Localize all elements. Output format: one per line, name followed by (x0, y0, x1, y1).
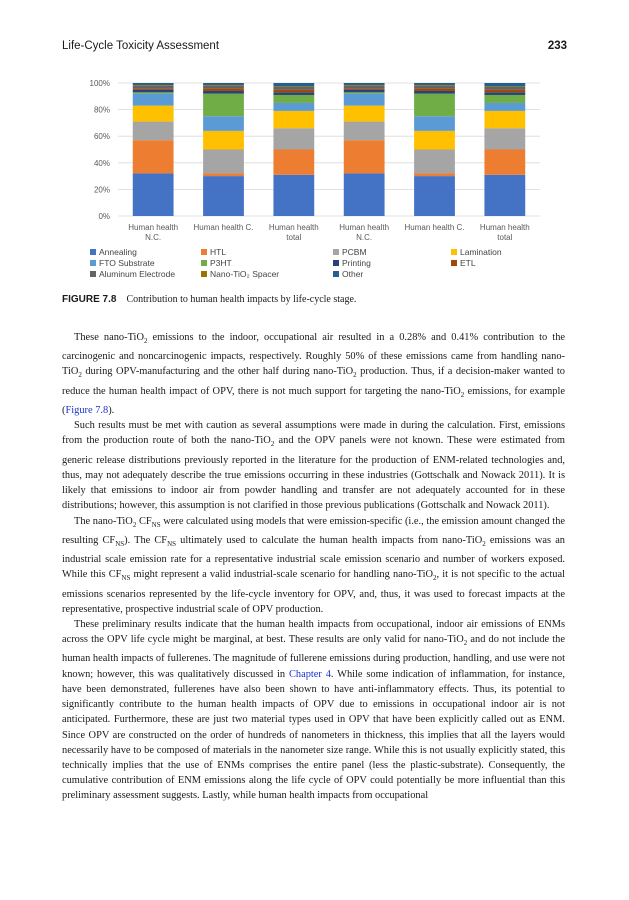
legend-item (333, 258, 371, 269)
bar-segment-fto-substrate (344, 94, 385, 106)
body-text (62, 330, 565, 804)
bar-segment-nano-tio2-spacer (414, 85, 455, 86)
subscript: 2 (482, 539, 486, 548)
y-tick-label: 40% (93, 158, 110, 168)
subscript: 2 (270, 440, 275, 449)
subscript: NS (121, 574, 131, 583)
running-title: Life-Cycle Toxicity Assessment (62, 40, 220, 52)
bar-segment-etl (133, 88, 174, 89)
bar-segment-annealing (344, 173, 385, 216)
bar-segment-lamination (203, 131, 244, 150)
paragraph: Such results must be met with caution as several assumptions were made in during the calculation. First, emissions from the production route of both the nano-TiO$_2$ and the OPV panels were not known. These were estimated from generic release distributions previously reported in the literature for the production of ENM-related technologies and, thus, may not adequately describe the true emissions occurring in these industries (Gottschalk and Nowack 2011). It is likely that emissions to indoor air from powder handling and transfer are not adequately accounted for in these distributions; however, this assumption is not clarified in those previous publications (Gottschalk and Nowack 2011). (62, 420, 565, 512)
y-tick-label: 60% (93, 132, 110, 142)
bar-segment-etl (484, 90, 525, 93)
bar-segment-lamination (133, 106, 174, 122)
bar-segment-aluminum-electrode (344, 86, 385, 89)
subscript: 2 (353, 371, 357, 380)
legend-label: Printing (342, 258, 371, 268)
bar-segment-p3ht (344, 92, 385, 93)
subscript: 2 (463, 639, 468, 648)
y-tick-label: 20% (93, 185, 110, 195)
legend-swatch (90, 260, 96, 266)
subscript: 2 (78, 371, 82, 380)
legend-swatch (333, 271, 339, 277)
cross-reference-link[interactable]: Chapter 4 (288, 668, 331, 680)
legend-label: PCBM (342, 247, 367, 257)
paragraph: The nano-TiO$_2$ $CF_{NS}$ were calculated using models that were emission-specific (i.e., the emission amount changed the resulting $CF_{NS}$). The $CF_{NS}$ ultimately used to calculate the human health impacts from nano-TiO$_2$ emissions was an industrial scale emission rate for a representative industrial scale emission scenario and number of workers exposed. While this $CF_{NS}$ might represent a valid industrial-scale scenario for handling nano-TiO$_2$, it is not specific to the actual emissions scenarios represented by the life-cycle inventory for OPV, and, thus, it was used to forecast impacts at the representative, prospective industrial scale of OPV production. (62, 515, 565, 615)
bar-segment-printing (344, 90, 385, 93)
bar-segment-aluminum-electrode (273, 87, 314, 90)
legend-swatch (90, 271, 96, 277)
paragraph: These nano-TiO$_2$ emissions to the indoor, occupational air resulted in a 0.28% and 0.41% contribution to the carcinogenic and noncarcinogenic impacts, respectively. Roughly 50% of these emissions came from handling nano-TiO$_2$ during OPV-manufacturing and the other half during nano-TiO$_2$ production. Thus, if a decision-maker wanted to reduce the human health impact of OPV, there is not much support for targeting the nano-TiO$_2$ emissions, for example (Figure 7.8). (62, 332, 566, 417)
bar-segment-printing (484, 92, 525, 95)
figure-caption (62, 294, 356, 305)
bar-segment-pcbm (414, 150, 455, 174)
x-tick-label: Human health C. (193, 223, 254, 232)
legend-swatch (201, 249, 207, 255)
bar-segment-annealing (133, 173, 174, 216)
bar-segment-nano-tio2-spacer (344, 85, 385, 86)
bar-segment-p3ht (484, 95, 525, 103)
bar-segment-lamination (414, 131, 455, 150)
bar-segment-other (203, 83, 244, 85)
bar-segment-etl (344, 88, 385, 89)
bar-segment-other (484, 83, 525, 86)
bar-segment-fto-substrate (273, 103, 314, 111)
legend-swatch (451, 249, 457, 255)
bar-segment-printing (414, 91, 455, 94)
bar-segment-other (133, 83, 174, 85)
x-tick-label: total (286, 233, 302, 242)
legend-swatch (333, 249, 339, 255)
legend-swatch (333, 260, 339, 266)
bar-segment-fto-substrate (484, 103, 525, 111)
bar-segment-etl (273, 90, 314, 93)
legend-label: HTL (210, 247, 227, 257)
legend-label: Other (342, 269, 364, 279)
legend-label: FTO Substrate (99, 258, 155, 268)
subscript: NS (167, 539, 177, 548)
bar-segment-lamination (344, 106, 385, 122)
bar-segment-etl (414, 88, 455, 91)
bar-segment-htl (344, 140, 385, 173)
x-tick-label: Human health (339, 223, 390, 232)
bar-segment-p3ht (414, 94, 455, 117)
bar-segment-fto-substrate (203, 116, 244, 131)
subscript: 2 (143, 337, 148, 346)
legend-item (201, 258, 232, 269)
subscript: 2 (433, 574, 437, 583)
legend-item (201, 247, 226, 258)
legend-label: Lamination (460, 247, 502, 257)
bar-segment-htl (414, 173, 455, 176)
bar-segment-pcbm (203, 150, 244, 174)
bar-segment-aluminum-electrode (133, 86, 174, 89)
legend-label: Nano-TiO₂ Spacer (210, 269, 280, 279)
bar-segment-nano-tio2-spacer (133, 85, 174, 86)
figure-caption-text: Contribution to human health impacts by life-cycle stage. (126, 294, 357, 305)
x-tick-label: Human health C. (404, 223, 465, 232)
bar-segment-htl (133, 140, 174, 173)
y-tick-label: 80% (93, 105, 110, 115)
x-tick-label: total (497, 233, 513, 242)
bar-segment-htl (203, 173, 244, 176)
legend-swatch (201, 260, 207, 266)
x-tick-label: Human health (128, 223, 179, 232)
page-number: 233 (547, 40, 567, 52)
x-tick-label: N.C. (145, 233, 162, 242)
bar-segment-other (414, 83, 455, 85)
bar-segment-printing (203, 91, 244, 94)
paragraph: These preliminary results indicate that the human health impacts from occupational, indoor air emissions of ENMs across the OPV life cycle might be marginal, at best. These results are only valid for nano-TiO$_2$ and do not include the human health impacts of fullerenes. The magnitude of fullerene emissions during production, handling, and use were not known; however, this was qualitatively discussed in Chapter 4. While some indication of inflammation, for instance, have been demonstrated, fullerenes have also been shown to have anti-inflammatory effects. Thus, its potential to significantly contribute to the human health impacts of OPV due to emissions in occupational indoor air is not anticipated. Furthermore, these are just two material types used in OPV that have been explicitly called out as ENM. Since OPV are constructed on the order of hundreds of nanometers in thickness, this implies that all the layers would necessarily have to be composed of materials in the nanometer size range. While this is not usually explicitly stated, this technically implies that the use of ENMs comprises the entire panel (less the plastic-substrate). Consequently, the cumulative contribution of ENM emissions along the life cycle of OPV could potentially be more influential than this preliminary assessment suggests. Lastly, while human health impacts from occupational (62, 619, 565, 802)
bar-segment-p3ht (203, 94, 244, 117)
x-tick-label: Human health (479, 223, 530, 232)
legend-label: Annealing (99, 247, 137, 257)
bar-segment-fto-substrate (133, 94, 174, 106)
bar-segment-pcbm (133, 122, 174, 141)
bar-segment-p3ht (133, 92, 174, 93)
bar-segment-pcbm (484, 128, 525, 149)
y-tick-label: 0% (98, 212, 110, 221)
bar-segment-lamination (484, 111, 525, 128)
cross-reference-link[interactable]: Figure 7.8 (65, 405, 109, 417)
bar-segment-nano-tio2-spacer (203, 85, 244, 86)
subscript: NS (115, 539, 125, 548)
bar-segment-lamination (273, 111, 314, 128)
legend-item (90, 247, 137, 258)
bar-segment-printing (273, 92, 314, 95)
bar-segment-fto-substrate (414, 116, 455, 131)
bar-segment-aluminum-electrode (414, 86, 455, 89)
legend-label: Aluminum Electrode (99, 269, 176, 279)
bar-segment-nano-tio2-spacer (273, 86, 314, 87)
legend-item (451, 247, 502, 258)
bar-segment-pcbm (344, 122, 385, 141)
legend-label: ETL (460, 258, 476, 268)
legend-item (90, 269, 175, 280)
subscript: 2 (132, 520, 137, 529)
legend-swatch (90, 249, 96, 255)
bar-segment-annealing (484, 175, 525, 216)
bar-segment-annealing (203, 176, 244, 216)
legend-label: P3HT (210, 258, 232, 268)
bar-segment-annealing (273, 175, 314, 216)
subscript: NS (151, 520, 161, 529)
bar-segment-pcbm (273, 128, 314, 149)
legend-swatch (451, 260, 457, 266)
bar-segment-htl (484, 150, 525, 175)
legend-item (333, 269, 363, 280)
subscript: 2 (460, 390, 465, 399)
running-header (62, 40, 567, 56)
legend-item (451, 258, 476, 269)
legend-item (90, 258, 155, 269)
bar-segment-etl (203, 88, 244, 91)
x-tick-label: Human health (268, 223, 319, 232)
bar-segment-annealing (414, 176, 455, 216)
bar-segment-other (273, 83, 314, 86)
legend-item (201, 269, 279, 280)
bar-segment-p3ht (273, 95, 314, 103)
bar-segment-printing (133, 90, 174, 93)
bar-segment-other (344, 83, 385, 85)
bar-segment-aluminum-electrode (203, 86, 244, 89)
figure-label: FIGURE 7.8 (62, 294, 117, 305)
y-tick-label: 100% (89, 79, 110, 88)
bar-segment-nano-tio2-spacer (484, 86, 525, 87)
x-tick-label: N.C. (356, 233, 373, 242)
legend-item (333, 247, 367, 258)
legend-swatch (201, 271, 207, 277)
bar-segment-htl (273, 150, 314, 175)
bar-segment-aluminum-electrode (484, 87, 525, 90)
